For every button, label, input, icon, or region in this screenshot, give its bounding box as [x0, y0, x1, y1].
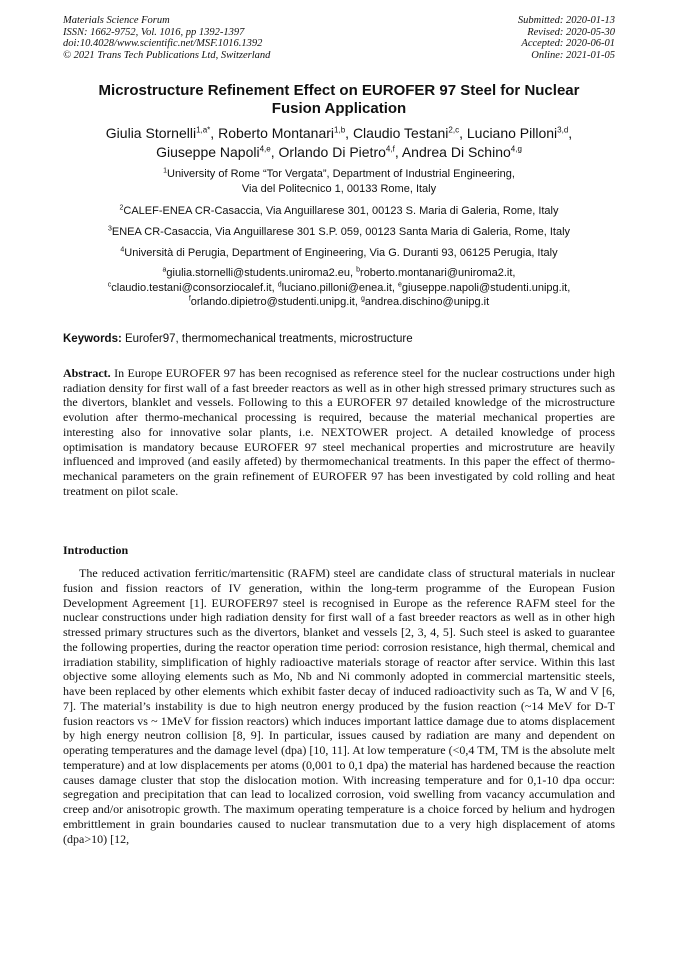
email-mark: c	[107, 280, 112, 288]
email-address: luciano.pilloni@enea.it,	[281, 281, 398, 294]
submitted-date: Submitted: 2020-01-13	[517, 15, 615, 26]
email-address: orlando.dipietro@studenti.unipg.it,	[190, 296, 361, 308]
accepted-date: Accepted: 2020-06-01	[521, 38, 615, 49]
abstract	[63, 366, 615, 498]
author-name: Giulia Stornelli	[105, 125, 197, 141]
journal-info	[63, 15, 270, 61]
journal-name: Materials Science Forum	[63, 15, 170, 26]
author-affil-mark: 2,c	[448, 125, 460, 135]
author-line-1	[58, 124, 620, 143]
email-line-1	[58, 266, 620, 281]
affiliation-2	[58, 204, 620, 219]
affiliation-text: Via del Politecnico 1, 00133 Rome, Italy	[241, 183, 437, 195]
introduction-paragraph: The reduced activation ferritic/martensitic (RAFM) steel are candidate class of structural materials in nuclear fusion and fission reactors of IV generation, within the long-term programme of the European Fusion Development Agreement [1]. EUROFER97 steel is recognised in Europe as the reference RAFM steel for the nuclear constructions under high radiation density for first wall of a fast breeder reactors as well as in other high stressed primary structures such as the divertors, blanket and vessels [2, 3, 4, 5]. Such steel is asked to guarantee the following properties, during the reactor operation time period: corrosion resistance, high thermal, chemical and irradiation stability, simplification of highly radioactive materials storage of reactor after service. Within this last objective some alloying elements such as Mo, Nb and Ni commonly adopted in commercial martensitic steels, have been replaced by other elements which exhibit faster decay of induced radioactivity such as Ta, W and V [6, 7]. The material’s instability is due to high neutron energy produced by the fusion reaction (~14 MeV for D-T fusion reactors vs ~ 1MeV for fission reactors) which induces important lattice damage due to atoms displacement by high energy neutron collision [8, 9]. In particular, issues caused by radiation are many and dependent on operating temperatures and the damage level (dpa) [10, 11]. At low temperature (<0,4 TM, TM is the absolute melt temperature) and at low displacements per atoms (0,001 to 0,1 dpa) the material has hardened because the reaction causes damage cluster that stop the dislocation motion. With increasing temperature and for 0,1-10 dpa occur: segregation and precipitation that can lead to localized corrosion, void swelling from vacancy accumulation and creep and/or anisotropic growth. The maximum operating temperature is a choice forced by helium and hydrogen embrittlement in grain boundaries caused to nuclear transmutation due to a very high displacement of atoms (dpa>10) [12,	[63, 566, 615, 846]
affiliation-mark: 2	[119, 204, 124, 212]
author-name: Luciano Pilloni	[466, 125, 558, 141]
author-list	[58, 124, 620, 162]
author-name: Orlando Di Pietro	[278, 144, 386, 160]
author-affil-mark: 4,f	[385, 144, 395, 154]
revised-date: Revised: 2020-05-30	[527, 26, 615, 38]
author-affil-mark: 4,g	[510, 144, 522, 154]
author-line-2	[58, 143, 620, 162]
author-affil-mark: 4,e	[259, 144, 271, 154]
title-line-1: Microstructure Refinement Effect on EUROFER 97 Steel for Nuclear	[98, 82, 580, 99]
author-separator: ,	[394, 144, 402, 160]
author-separator: ,	[568, 125, 573, 141]
author-affil-mark: 1,b	[334, 125, 346, 135]
affiliation-text: University of Rome “Tor Vergata”, Department of Industrial Engineering,	[167, 168, 515, 180]
email-address: giuseppe.napoli@studenti.unipg.it,	[401, 281, 571, 294]
doi-line: doi:10.4028/www.scientific.net/MSF.1016.1392	[63, 38, 263, 49]
email-mark: b	[356, 266, 361, 274]
email-list	[58, 266, 620, 310]
email-address: andrea.dischino@unipg.it	[364, 296, 490, 308]
abstract-text: In Europe EUROFER 97 has been recognised as reference steel for the nuclear costructions under high radiation density for first wall of a fast breeder reactors as well as in other high stressed primary structures such as the divertors, blanklet and vessels. Following to this a EUROFER 97 detailed knowledge of the microstructure evolution after thermo-mechanical processing is required, because the material mechanical properties are interesting also for innovative solar plants, i.e. NEXTOWER project. A detailed knowledge of process optimisation is mandatory because EUROFER 97 steel mechanical properties and microstruture are heavily influenced and improved (and easily affeted) by thermomechanical treatments. In this paper the effect of thermo-mechanical parameters on the grain refinement of EUROFER 97 has been investigated by cold rolling and heat treatment on pilot scale.	[63, 366, 615, 498]
affiliation-3	[58, 225, 620, 240]
email-address: giulia.stornelli@students.uniroma2.eu,	[166, 267, 357, 279]
submission-dates	[518, 15, 615, 61]
email-line-2	[58, 281, 620, 296]
author-separator: ,	[210, 125, 219, 141]
author-name: Claudio Testani	[352, 125, 449, 141]
affiliation-4	[58, 246, 620, 261]
issn-line: ISSN: 1662-9752, Vol. 1016, pp 1392-1397	[63, 26, 245, 38]
email-mark: a	[162, 266, 167, 274]
email-mark: g	[360, 295, 365, 303]
author-name: Andrea Di Schino	[401, 144, 511, 160]
affiliation-text: ENEA CR-Casaccia, Via Anguillarese 301 S.P. 059, 00123 Santa Maria di Galeria, Rome, Italy	[111, 226, 571, 238]
email-address: claudio.testani@consorziocalef.it,	[111, 281, 278, 294]
affiliation-mark: 3	[107, 225, 112, 233]
email-mark: e	[398, 280, 402, 288]
abstract-label: Abstract.	[63, 366, 111, 380]
author-separator: ,	[459, 125, 467, 141]
email-mark: f	[188, 295, 191, 303]
keywords	[63, 332, 615, 347]
keywords-text: Eurofer97, thermomechanical treatments, microstructure	[121, 333, 413, 345]
author-affil-mark: 3,d	[557, 125, 569, 135]
email-line-3	[58, 295, 620, 310]
author-name: Roberto Montanari	[218, 125, 335, 141]
author-separator: ,	[270, 144, 279, 160]
email-mark: d	[277, 280, 282, 288]
affiliation-1	[58, 167, 620, 197]
author-separator: ,	[345, 125, 353, 141]
affiliation-mark: 4	[120, 246, 125, 254]
paper-title	[63, 82, 615, 118]
section-heading-introduction: Introduction	[63, 543, 129, 557]
online-date: Online: 2021-01-05	[531, 49, 615, 61]
title-line-2: Fusion Application	[271, 100, 407, 117]
copyright-line: © 2021 Trans Tech Publications Ltd, Switzerland	[63, 49, 271, 61]
author-name: Giuseppe Napoli	[156, 144, 260, 160]
author-affil-mark: 1,a*	[196, 125, 211, 135]
affiliation-text: CALEF-ENEA CR-Casaccia, Via Anguillarese 301, 00123 S. Maria di Galeria, Rome, Italy	[123, 205, 559, 217]
keywords-label: Keywords:	[63, 333, 122, 345]
affiliation-mark: 1	[163, 167, 167, 175]
affiliation-text: Università di Perugia, Department of Engineering, Via G. Duranti 93, 06125 Perugia, Italy	[124, 247, 558, 259]
email-address: roberto.montanari@uniroma2.it,	[360, 267, 516, 279]
